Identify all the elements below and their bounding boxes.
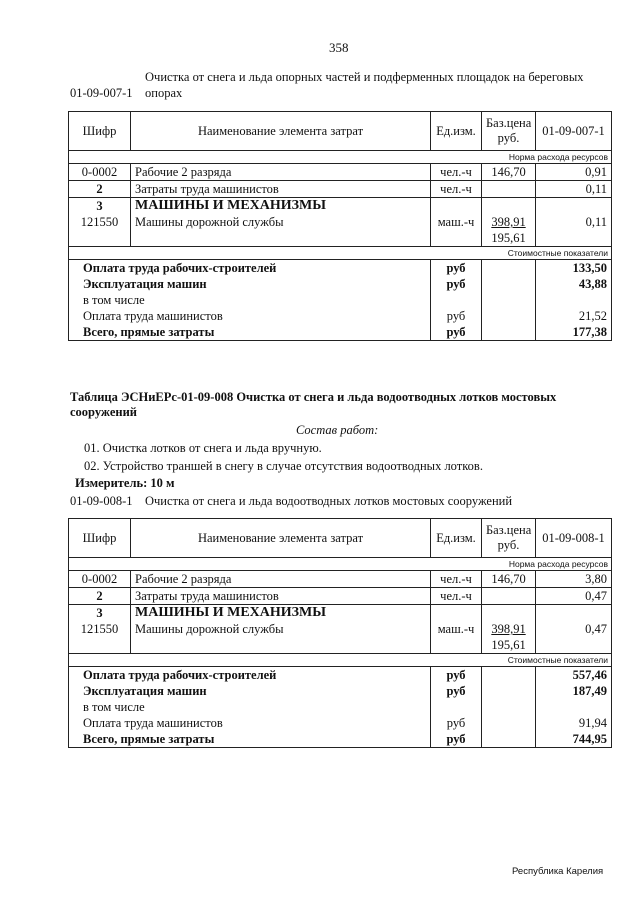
block1-code: 01-09-007-1	[70, 86, 133, 100]
cost-name: Оплата труда рабочих-строителей	[69, 260, 431, 277]
machine-value: 0,11	[536, 198, 612, 247]
cost-value: 43,88	[536, 276, 612, 292]
row-unit: чел.-ч	[431, 181, 482, 198]
table-title-line2: сооружений	[70, 405, 137, 419]
row-code: 0-0002	[69, 164, 131, 181]
cost-name: Эксплуатация машин	[69, 276, 431, 292]
page-number: 358	[329, 40, 349, 55]
row-code: 0-0002	[69, 571, 131, 588]
row-price	[482, 181, 536, 198]
work-item: 01. Очистка лотков от снега и льда вручную.	[84, 441, 322, 455]
row-name: Затраты труда машинистов	[131, 181, 431, 198]
row-price	[482, 588, 536, 605]
table-title-line1: Таблица ЭСНиЕРс-01-09-008 Очистка от снега и льда водоотводных лотков мостовых	[70, 390, 557, 404]
cost-value: 177,38	[536, 324, 612, 341]
cost-unit: руб	[431, 683, 482, 699]
cost-value: 744,95	[536, 731, 612, 748]
block1-title-line2: опорах	[145, 86, 183, 100]
resource-table-1	[68, 111, 612, 341]
meter: Измеритель: 10 м	[75, 476, 175, 490]
machine-value: 0,47	[536, 605, 612, 654]
row-name: Рабочие 2 разряда	[131, 571, 431, 588]
machine-price: 398,91 195,61	[482, 605, 536, 654]
machine-code: 3 121550	[69, 198, 131, 247]
block1-title-line1: Очистка от снега и льда опорных частей и подферменных площадок на береговых	[145, 70, 584, 84]
header-price: Баз.цена руб.	[482, 112, 536, 151]
header-name: Наименование элемента затрат	[131, 112, 431, 151]
row-value: 0,47	[536, 588, 612, 605]
norm-label: Норма расхода ресурсов	[69, 558, 612, 571]
cost-value: 21,52	[536, 308, 612, 324]
cost-label: Стоимостные показатели	[69, 654, 612, 667]
row-unit: чел.-ч	[431, 588, 482, 605]
row-name: Рабочие 2 разряда	[131, 164, 431, 181]
machine-name: МАШИНЫ И МЕХАНИЗМЫ Машины дорожной службы	[131, 605, 431, 654]
cost-value: 133,50	[536, 260, 612, 277]
header-code: Шифр	[69, 112, 131, 151]
row-value: 0,91	[536, 164, 612, 181]
row-name: Затраты труда машинистов	[131, 588, 431, 605]
cost-name: в том числе	[69, 292, 431, 308]
machine-code: 3 121550	[69, 605, 131, 654]
row-code: 2	[69, 181, 131, 198]
block2-code-line: 01-09-008-1 Очистка от снега и льда водоотводных лотков мостовых сооружений	[70, 494, 513, 508]
row-unit: чел.-ч	[431, 571, 482, 588]
cost-name: Оплата труда машинистов	[69, 715, 431, 731]
cost-unit: руб	[431, 667, 482, 684]
cost-unit: руб	[431, 731, 482, 748]
header-unit: Ед.изм.	[431, 519, 482, 558]
machine-name: МАШИНЫ И МЕХАНИЗМЫ Машины дорожной службы	[131, 198, 431, 247]
row-unit: чел.-ч	[431, 164, 482, 181]
cost-value: 91,94	[536, 715, 612, 731]
header-unit: Ед.изм.	[431, 112, 482, 151]
machine-price: 398,91 195,61	[482, 198, 536, 247]
cost-name: в том числе	[69, 699, 431, 715]
works-heading: Состав работ:	[296, 423, 379, 437]
row-code: 2	[69, 588, 131, 605]
row-value: 0,11	[536, 181, 612, 198]
work-item: 02. Устройство траншей в снегу в случае отсутствия водоотводных лотков.	[84, 459, 483, 473]
header-norm: 01-09-007-1	[536, 112, 612, 151]
row-price: 146,70	[482, 571, 536, 588]
cost-name: Оплата труда машинистов	[69, 308, 431, 324]
cost-unit: руб	[431, 308, 482, 324]
cost-unit: руб	[431, 276, 482, 292]
machine-unit: маш.-ч	[431, 198, 482, 247]
row-value: 3,80	[536, 571, 612, 588]
header-code: Шифр	[69, 519, 131, 558]
cost-unit: руб	[431, 715, 482, 731]
cost-unit: руб	[431, 260, 482, 277]
header-name: Наименование элемента затрат	[131, 519, 431, 558]
norm-label: Норма расхода ресурсов	[69, 151, 612, 164]
header-norm: 01-09-008-1	[536, 519, 612, 558]
footer-region: Республика Карелия	[512, 866, 604, 877]
cost-name: Всего, прямые затраты	[69, 731, 431, 748]
row-price: 146,70	[482, 164, 536, 181]
resource-table-2	[68, 518, 612, 748]
header-price: Баз.цена руб.	[482, 519, 536, 558]
cost-label: Стоимостные показатели	[69, 247, 612, 260]
cost-name: Оплата труда рабочих-строителей	[69, 667, 431, 684]
cost-name: Всего, прямые затраты	[69, 324, 431, 341]
machine-unit: маш.-ч	[431, 605, 482, 654]
cost-value: 557,46	[536, 667, 612, 684]
cost-value: 187,49	[536, 683, 612, 699]
cost-name: Эксплуатация машин	[69, 683, 431, 699]
cost-unit: руб	[431, 324, 482, 341]
